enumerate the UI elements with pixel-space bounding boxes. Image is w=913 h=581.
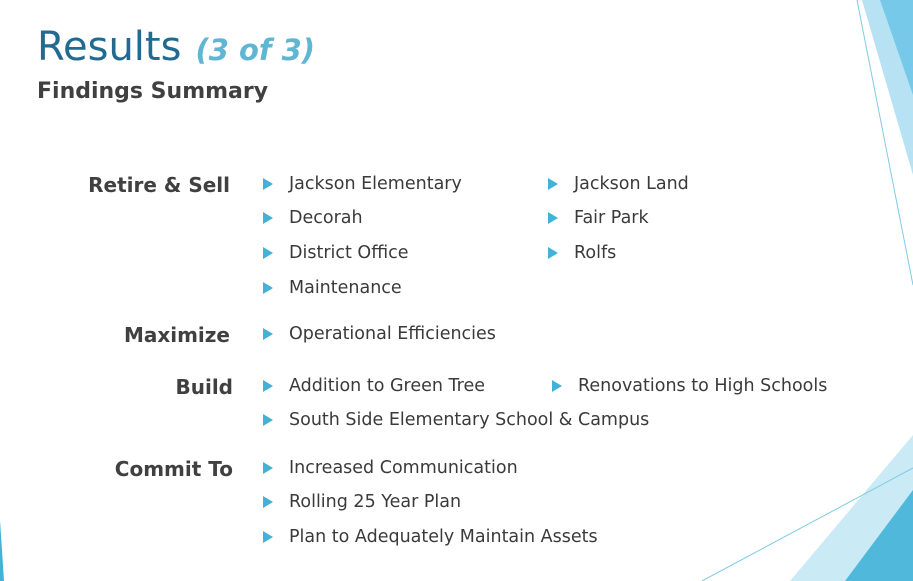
slide-title [37, 24, 315, 70]
list-item: Rolling 25 Year Plan [263, 492, 461, 512]
section-label-retire-sell: Retire & Sell [88, 173, 230, 197]
list-item: Operational Efficiencies [263, 324, 496, 344]
section-label-build: Build [175, 375, 233, 399]
list-item: Addition to Green Tree [263, 376, 485, 396]
list-item: Fair Park [548, 208, 649, 228]
bullet-icon [552, 380, 562, 392]
list-item: Maintenance [263, 278, 402, 298]
bullet-icon [548, 212, 558, 224]
list-item: Decorah [263, 208, 363, 228]
list-item: South Side Elementary School & Campus [263, 410, 649, 430]
bullet-icon [263, 462, 273, 474]
list-item: Plan to Adequately Maintain Assets [263, 527, 598, 547]
list-item: Rolfs [548, 243, 616, 263]
section-label-commit-to: Commit To [114, 457, 233, 481]
bullet-icon [263, 531, 273, 543]
bullet-icon [263, 178, 273, 190]
list-item: Increased Communication [263, 458, 518, 478]
bullet-icon [263, 247, 273, 259]
title-main: Results [37, 24, 182, 70]
bullet-icon [263, 414, 273, 426]
bullet-icon [548, 178, 558, 190]
list-item: District Office [263, 243, 409, 263]
section-label-maximize: Maximize [123, 323, 230, 347]
title-page-indicator: (3 of 3) [195, 33, 316, 67]
slide-subtitle: Findings Summary [37, 79, 269, 104]
bullet-icon [263, 328, 273, 340]
bullet-icon [263, 380, 273, 392]
list-item: Renovations to High Schools [552, 376, 827, 396]
bullet-icon [263, 212, 273, 224]
bullet-icon [263, 282, 273, 294]
bullet-icon [263, 496, 273, 508]
bullet-icon [548, 247, 558, 259]
list-item: Jackson Elementary [263, 174, 462, 194]
list-item: Jackson Land [548, 174, 689, 194]
